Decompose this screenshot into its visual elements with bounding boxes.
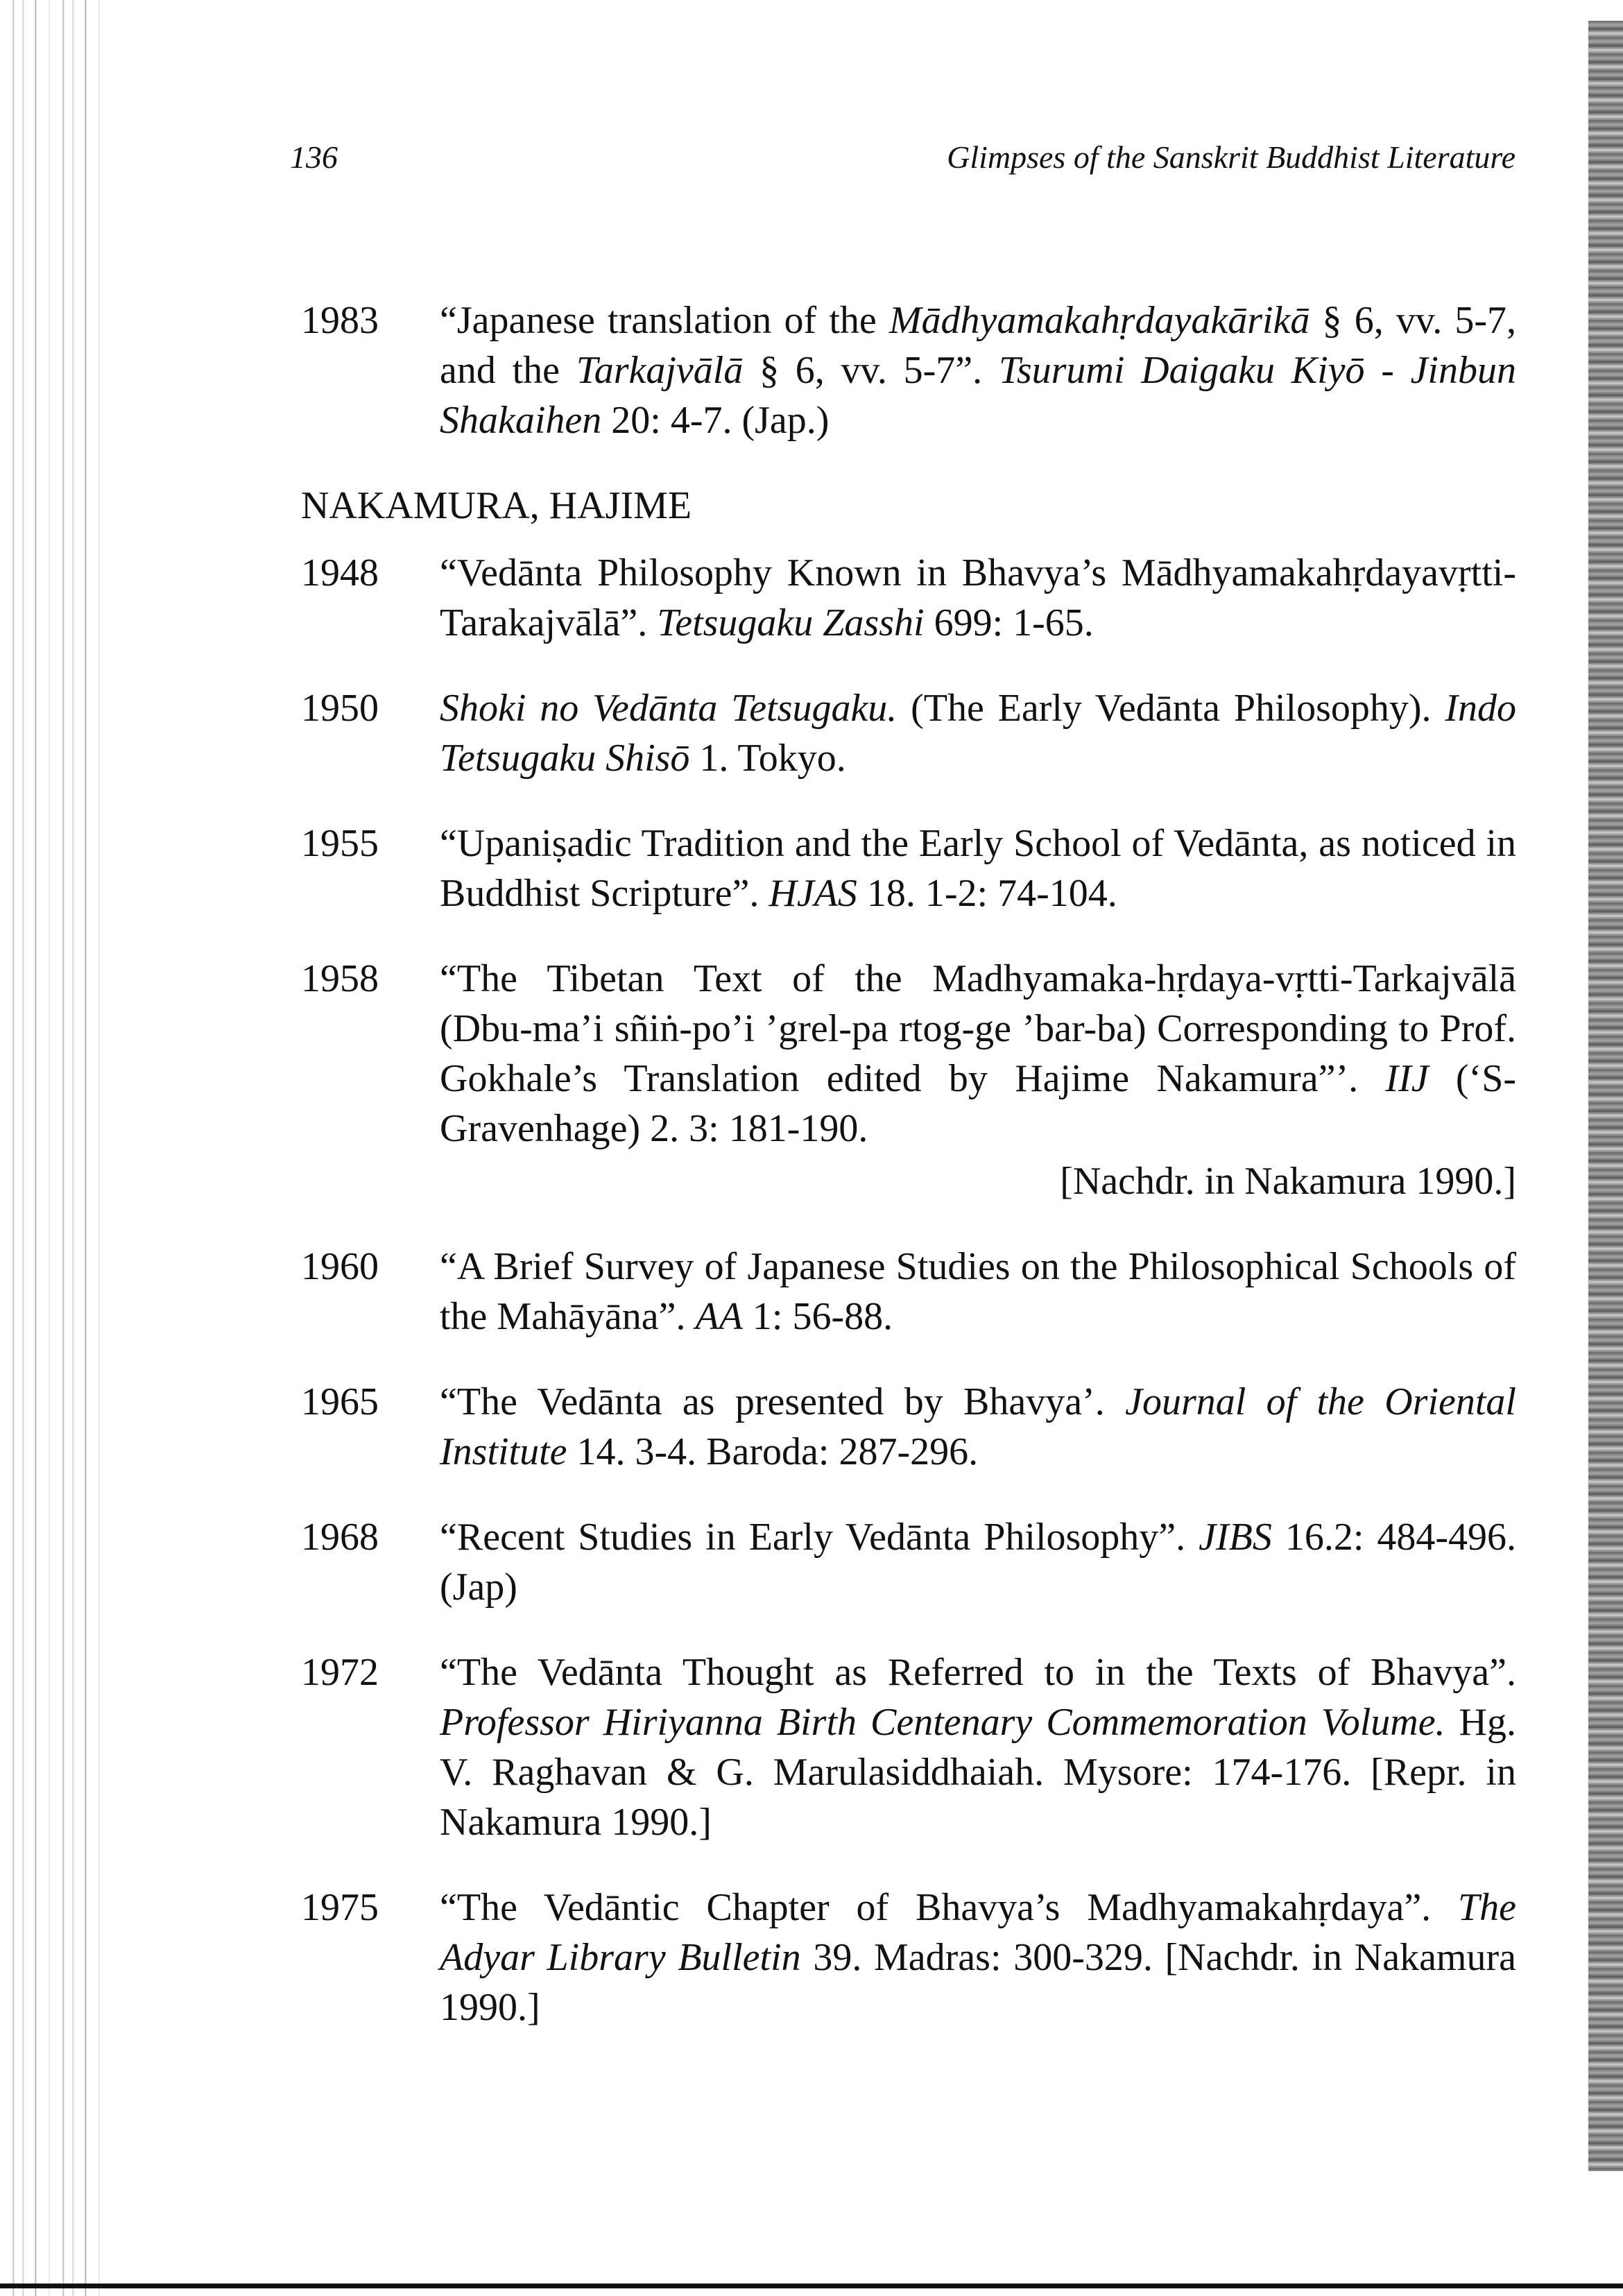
scan-edge-left — [0, 0, 104, 2296]
bib-entry-1958 — [301, 954, 1516, 1206]
entry-year: 1950 — [301, 687, 379, 730]
entry-text: “A Brief Survey of Japanese Studies on the Philosophical Schools of the Mahāyāna”. AA 1: 56-88. — [440, 1245, 1516, 1338]
entry-year: 1972 — [301, 1651, 379, 1694]
entry-text: “Recent Studies in Early Vedānta Philosophy”. JIBS 16.2: 484-496. (Jap) — [440, 1516, 1516, 1609]
running-title: Glimpses of the Sanskrit Buddhist Literature — [947, 139, 1515, 175]
entry-year: 1948 — [301, 551, 379, 594]
bib-entry-1975 — [301, 1883, 1516, 2032]
author-heading: NAKAMURA, HAJIME — [301, 484, 692, 527]
entry-year: 1955 — [301, 822, 379, 865]
entry-year: 1958 — [301, 957, 379, 1000]
bib-entry-1948 — [301, 548, 1516, 648]
bib-entry-1983 — [301, 295, 1516, 445]
entry-text: “The Vedāntic Chapter of Bhavya’s Madhyamakahṛdaya”. The Adyar Library Bulletin 39. Madras: 300-329. [Nachdr. in Nakamura 1990.] — [440, 1886, 1516, 2029]
entry-text: “Vedānta Philosophy Known in Bhavya’s Mādhyamakahṛdayavṛtti-Tarakajvālā”. Tetsugaku Zasshi 699: 1-65. — [440, 551, 1516, 644]
scan-edge-right — [1588, 21, 1623, 2171]
bibliography-body — [301, 295, 1516, 2068]
entry-text: “Japanese translation of the Mādhyamakahṛdayakārikā § 6, vv. 5-7, and the Tarkajvālā § 6, vv. 5-7”. Tsurumi Daigaku Kiyō - Jinbun Shakaihen 20: 4-7. (Jap.) — [440, 299, 1516, 442]
bib-entry-1965 — [301, 1377, 1516, 1477]
bib-entry-1968 — [301, 1512, 1516, 1612]
entry-text: “The Vedānta as presented by Bhavya’. Journal of the Oriental Institute 14. 3-4. Baroda: 287-296. — [440, 1380, 1516, 1473]
entry-text: “The Vedānta Thought as Referred to in the Texts of Bhavya”. Professor Hiriyanna Birth Centenary Commemoration Volume. Hg. V. Raghavan & G. Marulasiddhaiah. Mysore: 174-176. [Repr. in Nakamura 1990.] — [440, 1651, 1516, 1844]
reprint-note: [Nachdr. in Nakamura 1990.] — [1060, 1160, 1516, 1203]
entry-text: Shoki no Vedānta Tetsugaku. (The Early Vedānta Philosophy). Indo Tetsugaku Shisō 1. Tokyo. — [440, 687, 1516, 780]
bib-entry-1955 — [301, 819, 1516, 918]
entry-year: 1975 — [301, 1886, 379, 1929]
entry-year: 1968 — [301, 1516, 379, 1559]
entry-year: 1960 — [301, 1245, 379, 1288]
page-bottom-edge — [0, 2284, 1623, 2288]
entry-text: “The Tibetan Text of the Madhyamaka-hṛdaya-vṛtti-Tarkajvālā (Dbu-ma’i sñiṅ-po’i ’grel-pa rtog-ge ’bar-ba) Corresponding to Prof. Gokhale’s Translation edited by Hajime Nakamura”’. IIJ (‘S-Gravenhage) 2. 3: 181-190. [Nachdr. in Nakamura 1990.] — [440, 954, 1516, 1206]
bib-entry-1972 — [301, 1647, 1516, 1847]
entry-year: 1965 — [301, 1380, 379, 1423]
bib-entry-1950 — [301, 683, 1516, 783]
entry-year: 1983 — [301, 299, 379, 342]
page-number: 136 — [290, 139, 338, 175]
entry-text: “Upaniṣadic Tradition and the Early School of Vedānta, as noticed in Buddhist Scripture”. HJAS 18. 1-2: 74-104. — [440, 822, 1516, 915]
bib-entry-1960 — [301, 1242, 1516, 1342]
